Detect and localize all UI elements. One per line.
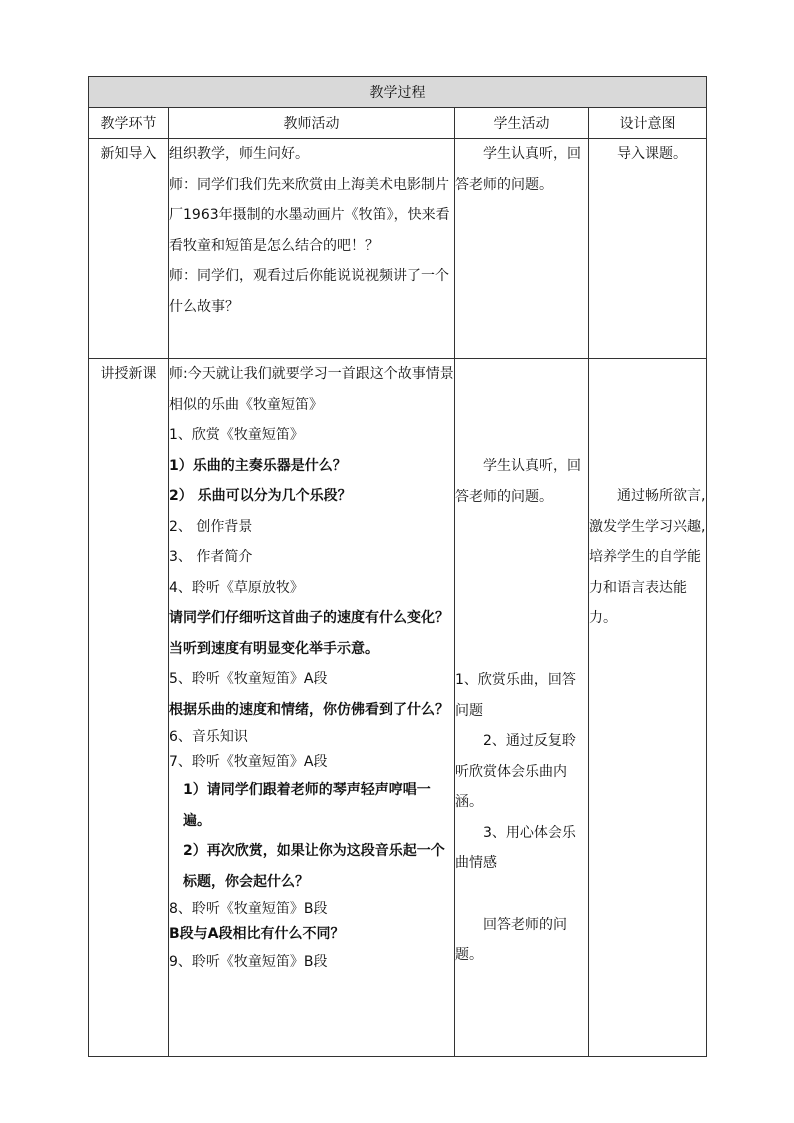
intent-line: 导入课题。: [617, 146, 687, 162]
teacher-line: 8、聆听《牧童短笛》B段: [169, 901, 328, 917]
teacher-activity-cell: [169, 359, 455, 1057]
header-teacher-activity: 教师活动: [169, 108, 455, 139]
teacher-line: 9、聆听《牧童短笛》B段: [169, 954, 328, 970]
teacher-line: 3、 作者简介: [169, 549, 253, 565]
design-intent-cell: [589, 139, 707, 359]
teacher-line: 1、欣赏《牧童短笛》: [169, 427, 304, 443]
teacher-line: 1）乐曲的主奏乐器是什么？: [169, 457, 347, 474]
teacher-line: 师：同学们我们先来欣赏由上海美术电影制片厂1963年摄制的水墨动画片《牧笛》，快来看看牧童和短笛是怎么结合的吧！？: [169, 176, 450, 254]
teacher-activity-cell: [169, 139, 455, 359]
student-line: 学生认真听，回答老师的问题。: [455, 146, 581, 193]
teacher-line: 6、音乐知识: [169, 729, 248, 745]
teacher-line: 师：同学们，观看过后你能说说视频讲了一个什么故事？: [169, 268, 449, 315]
teacher-line: 7、聆听《牧童短笛》A段: [169, 754, 328, 770]
stage-cell: 讲授新课: [89, 359, 169, 1057]
student-line: 3、用心体会乐曲情感: [455, 824, 576, 871]
student-line: 2、通过反复聆听欣赏体会乐曲内涵。: [455, 733, 576, 810]
teacher-line: 根据乐曲的速度和情绪，你仿佛看到了什么？: [169, 701, 449, 718]
teacher-line: 2）再次欣赏，如果让你为这段音乐起一个标题，你会起什么？: [183, 843, 445, 890]
student-line: 回答老师的问题。: [455, 916, 567, 963]
student-activity-cell: [455, 139, 589, 359]
teacher-line: 2） 乐曲可以分为几个乐段？: [169, 488, 352, 504]
header-student-activity: 学生活动: [455, 108, 589, 139]
header-stage: 教学环节: [89, 108, 169, 139]
table-row: [89, 139, 707, 359]
student-activity-cell: [455, 359, 589, 1057]
teacher-line: 1）请同学们跟着老师的琴声轻声哼唱一遍。: [183, 782, 431, 829]
teacher-line: 5、聆听《牧童短笛》A段: [169, 671, 328, 687]
table-caption: 教学过程: [89, 77, 707, 108]
teacher-line: 请同学们仔细听这首曲子的速度有什么变化？当听到速度有明显变化举手示意。: [169, 610, 449, 657]
header-design-intent: 设计意图: [589, 108, 707, 139]
stage-cell: 新知导入: [89, 139, 169, 359]
table-row: [89, 359, 707, 1057]
teacher-line: 4、聆听《草原放牧》: [169, 579, 304, 596]
student-line: 1、欣赏乐曲，回答问题: [455, 672, 576, 719]
teacher-line: 组织教学，师生问好。: [169, 146, 309, 162]
intent-line: 通过畅所欲言,激发学生学习兴趣,培养学生的自学能力和语言表达能力。: [589, 488, 706, 626]
student-line: 学生认真听，回答老师的问题。: [455, 458, 581, 505]
teacher-line: 师:今天就让我们就要学习一首跟这个故事情景相似的乐曲《牧童短笛》: [169, 366, 454, 413]
design-intent-cell: [589, 359, 707, 1057]
teaching-process-table: [88, 76, 707, 1057]
teacher-line: 2、 创作背景: [169, 518, 253, 535]
teacher-line: B段与A段相比有什么不同？: [169, 926, 345, 942]
